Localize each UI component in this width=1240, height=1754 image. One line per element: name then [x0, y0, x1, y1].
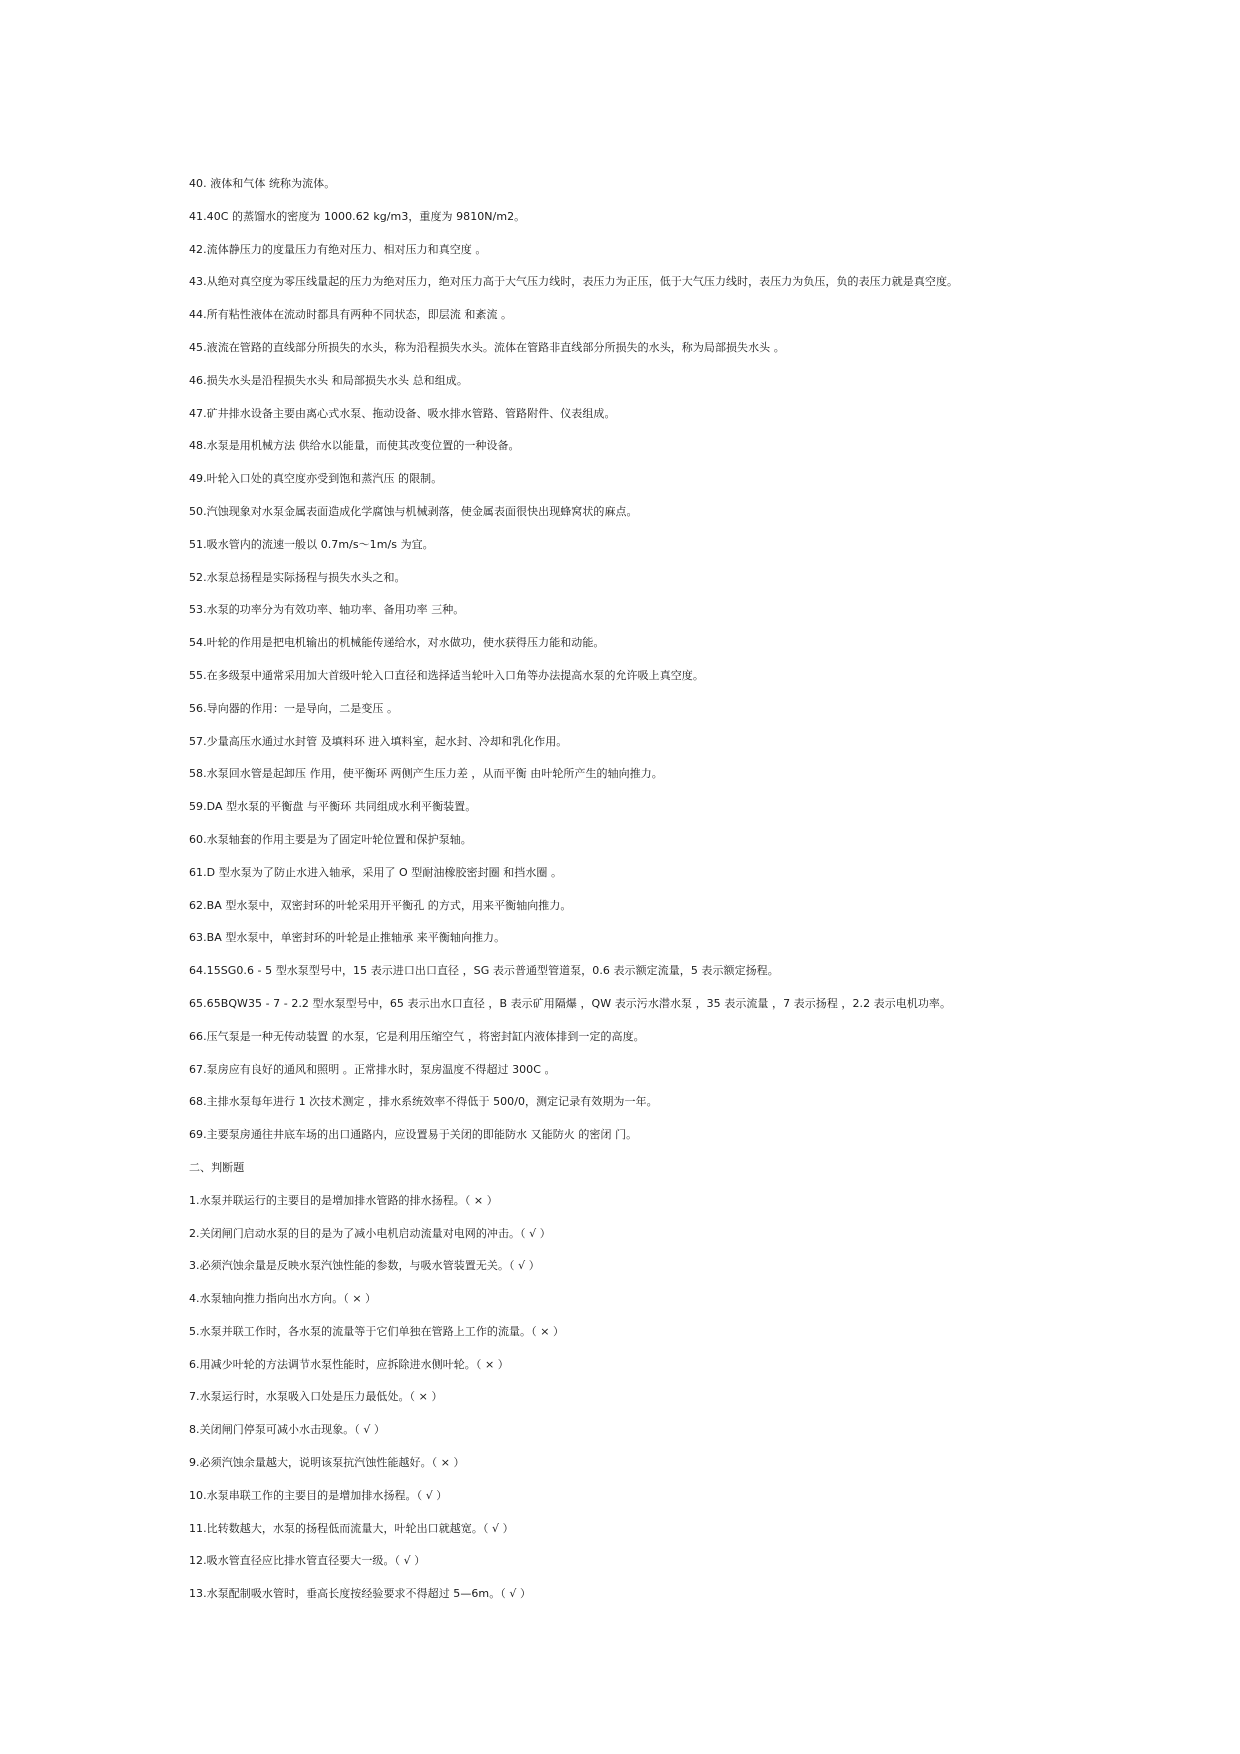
fill-in-item-62: 62.BA 型水泵中，双密封环的叶轮采用开平衡孔 的方式，用来平衡轴向推力。: [189, 898, 572, 912]
true-false-item-10: 10.水泵串联工作的主要目的是增加排水扬程。（ √ ）: [189, 1488, 448, 1502]
fill-in-item-49: 49.叶轮入口处的真空度亦受到饱和蒸汽压 的限制。: [189, 472, 443, 486]
true-false-item-13: 13.水泵配制吸水管时，垂高长度按经验要求不得超过 5—6m。（ √ ）: [189, 1587, 532, 1601]
fill-in-item-55: 55.在多级泵中通常采用加大首级叶轮入口直径和选择适当轮叶入口角等办法提高水泵的允许吸上真空度。: [189, 668, 704, 682]
fill-in-item-46: 46.损失水头是沿程损失水头 和局部损失水头 总和组成。: [189, 373, 468, 387]
fill-in-item-69: 69.主要泵房通往井底车场的出口通路内，应设置易于关闭的即能防水 又能防火 的密闭 门。: [189, 1128, 638, 1142]
true-false-item-1: 1.水泵并联运行的主要目的是增加排水管路的排水扬程。（ × ）: [189, 1193, 498, 1207]
true-false-item-8: 8.关闭闸门停泵可减小水击现象。（ √ ）: [189, 1423, 386, 1437]
fill-in-item-58: 58.水泵回水管是起卸压 作用，使平衡环 两侧产生压力差 ，从而平衡 由叶轮所产生的轴向推力。: [189, 767, 663, 781]
fill-in-item-63: 63.BA 型水泵中，单密封环的叶轮是止推轴承 来平衡轴向推力。: [189, 931, 506, 945]
fill-in-item-60: 60.水泵轴套的作用主要是为了固定叶轮位置和保护泵轴。: [189, 832, 472, 846]
true-false-item-7: 7.水泵运行时，水泵吸入口处是压力最低处。（ × ）: [189, 1390, 443, 1404]
fill-in-item-42: 42.流体静压力的度量压力有绝对压力、相对压力和真空度 。: [189, 242, 487, 256]
true-false-item-2: 2.关闭闸门启动水泵的目的是为了减小电机启动流量对电网的冲击。（ √ ）: [189, 1226, 551, 1240]
fill-in-item-53: 53.水泵的功率分为有效功率、轴功率、备用功率 三种。: [189, 603, 465, 617]
section-heading-true-false: 二、判断题: [189, 1160, 245, 1174]
fill-in-item-67: 67.泵房应有良好的通风和照明 。正常排水时，泵房温度不得超过 300C 。: [189, 1062, 556, 1076]
true-false-item-4: 4.水泵轴向推力指向出水方向。（ × ）: [189, 1292, 377, 1306]
fill-in-item-59: 59.DA 型水泵的平衡盘 与平衡环 共同组成水利平衡装置。: [189, 800, 477, 814]
fill-in-item-47: 47.矿井排水设备主要由离心式水泵、拖动设备、吸水排水管路、管路附件、仪表组成。: [189, 406, 616, 420]
true-false-item-11: 11.比转数越大，水泵的扬程低而流量大，叶轮出口就越宽。（ √ ）: [189, 1521, 514, 1535]
fill-in-item-45: 45.液流在管路的直线部分所损失的水头，称为沿程损失水头。流体在管路非直线部分所损失的水头，称为局部损失水头 。: [189, 340, 785, 354]
fill-in-item-40: 40. 液体和气体 统称为流体。: [189, 177, 336, 190]
fill-in-item-65: 65.65BQW35 - 7 - 2.2 型水泵型号中，65 表示出水口直径 ，B 表示矿用隔爆 ，QW 表示污水潜水泵 ，35 表示流量 ，7 表示扬程 ，2.2 表示电机功率。: [189, 996, 952, 1010]
document-body: [189, 168, 1069, 1611]
fill-in-item-48: 48.水泵是用机械方法 供给水以能量，而使其改变位置的一种设备。: [189, 439, 520, 453]
fill-in-item-43: 43.从绝对真空度为零压线量起的压力为绝对压力，绝对压力高于大气压力线时，表压力为正压，低于大气压力线时，表压力为负压，负的表压力就是真空度。: [189, 275, 959, 289]
fill-in-item-50: 50.汽蚀现象对水泵金属表面造成化学腐蚀与机械剥落，使金属表面很快出现蜂窝状的麻点。: [189, 504, 638, 518]
fill-in-item-57: 57.少量高压水通过水封管 及填料环 进入填料室，起水封、冷却和乳化作用。: [189, 734, 568, 748]
fill-in-item-51: 51.吸水管内的流速一般以 0.7m/s～1m/s 为宜。: [189, 537, 434, 551]
fill-in-item-52: 52.水泵总扬程是实际扬程与损失水头之和。: [189, 570, 406, 584]
fill-in-item-66: 66.压气泵是一种无传动装置 的水泵，它是利用压缩空气 ，将密封缸内液体排到一定的高度。: [189, 1029, 645, 1043]
fill-in-item-64: 64.15SG0.6 - 5 型水泵型号中，15 表示进口出口直径 ，SG 表示普通型管道泵，0.6 表示额定流量，5 表示额定扬程。: [189, 964, 779, 978]
fill-in-item-44: 44.所有粘性液体在流动时都具有两种不同状态，即层流 和紊流 。: [189, 308, 513, 322]
true-false-item-3: 3.必须汽蚀余量是反映水泵汽蚀性能的参数，与吸水管装置无关。（ √ ）: [189, 1259, 540, 1273]
fill-in-item-56: 56.导向器的作用：一是导向，二是变压 。: [189, 701, 399, 715]
true-false-item-12: 12.吸水管直径应比排水管直径要大一级。（ √ ）: [189, 1554, 426, 1568]
true-false-item-6: 6.用减少叶轮的方法调节水泵性能时，应拆除进水侧叶轮。（ × ）: [189, 1357, 509, 1371]
fill-in-item-54: 54.叶轮的作用是把电机输出的机械能传递给水，对水做功，使水获得压力能和动能。: [189, 636, 605, 650]
true-false-item-9: 9.必须汽蚀余量越大，说明该泵抗汽蚀性能越好。（ × ）: [189, 1456, 465, 1470]
fill-in-item-68: 68.主排水泵每年进行 1 次技术测定 ，排水系统效率不得低于 500/0，测定记录有效期为一年。: [189, 1095, 658, 1109]
fill-in-item-61: 61.D 型水泵为了防止水进入轴承，采用了 O 型耐油橡胶密封圈 和挡水圈 。: [189, 865, 563, 879]
fill-in-item-41: 41.40C 的蒸馏水的密度为 1000.62 kg/m3，重度为 9810N/m2。: [189, 209, 526, 223]
true-false-item-5: 5.水泵并联工作时，各水泵的流量等于它们单独在管路上工作的流量。（ × ）: [189, 1324, 565, 1338]
